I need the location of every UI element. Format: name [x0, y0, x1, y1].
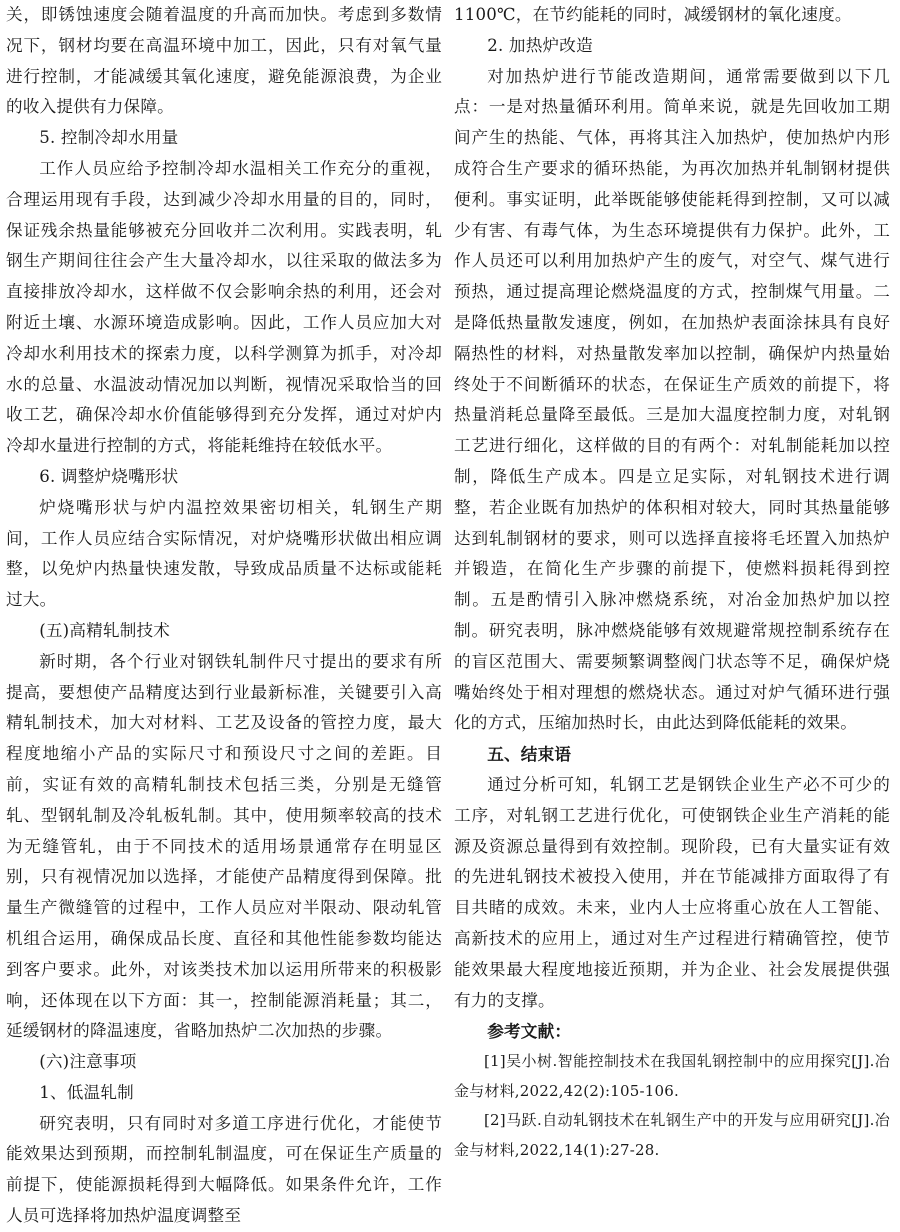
paragraph: 工作人员应给予控制冷却水温相关工作充分的重视，合理运用现有手段，达到减少冷却水用量的目的，同时，保证残余热量能够被充分回收并二次利用。实践表明，轧钢生产期间往往会产生大量冷却水，以往采取的做法多为直接排放冷却水，这样做不仅会影响余热的利用，还会对附近土壤、水源环境造成影响。因此，工作人员应加大对冷却水利用技术的探索力度，以科学测算为抓手，对冷却水的总量、水温波动情况加以判断，视情况采取恰当的回收工艺，确保冷却水价值能够得到充分发挥，通过对炉内冷却水量进行控制的方式，将能耗维持在较低水平。	[6, 158, 442, 456]
section-heading: 五、结束语	[487, 744, 572, 765]
left-column	[6, 0, 442, 1226]
section-heading: (五)高精轧制技术	[39, 620, 171, 640]
section-heading: 6. 调整炉烧嘴形状	[39, 466, 179, 486]
continued-paragraph: 1100℃，在节约能耗的同时，减缓钢材的氧化速度。	[454, 5, 852, 24]
reference-entry: [1]吴小树.智能控制技术在我国轧钢控制中的应用探究[J].冶金与材料,2022,42(2):105-106.	[454, 1052, 890, 1100]
paragraph: 研究表明，只有同时对多道工序进行优化，才能使节能效果达到预期，而控制轧制温度，可在保证生产质量的前提下，使能源损耗得到大幅降低。如果条件允许，工作人员可选择将加热炉温度调整至	[6, 1113, 442, 1226]
section-heading: (六)注意事项	[39, 1052, 137, 1072]
reference-entry: [2]马跃.自动轧钢技术在轧钢生产中的开发与应用研究[J].冶金与材料,2022,14(1):27-28.	[454, 1111, 890, 1159]
section-heading: 2. 加热炉改造	[487, 35, 593, 55]
paragraph: 炉烧嘴形状与炉内温控效果密切相关，轧钢生产期间，工作人员应结合实际情况，对炉烧嘴形状做出相应调整，以免炉内热量快速发散，导致成品质量不达标或能耗过大。	[6, 497, 442, 610]
paragraph: 新时期，各个行业对钢铁轧制件尺寸提出的要求有所提高，要想使产品精度达到行业最新标准，关键要引入高精轧制技术，加大对材料、工艺及设备的管控力度，最大程度地缩小产品的实际尺寸和预设尺寸之间的差距。目前，实证有效的高精轧制技术包括三类，分别是无缝管轧、型钢轧制及冷轧板轧制。其中，使用频率较高的技术为无缝管轧，由于不同技术的适用场景通常存在明显区别，只有视情况加以选择，才能使产品精度得到保障。批量生产微缝管的过程中，工作人员应对半限动、限动轧管机组合运用，确保成品长度、直径和其他性能参数均能达到客户要求。此外，对该类技术加以运用所带来的积极影响，还体现在以下方面：其一，控制能源消耗量；其二，延缓钢材的降温速度，省略加热炉二次加热的步骤。	[6, 651, 442, 1041]
section-heading: 参考文献：	[487, 1021, 572, 1042]
continued-paragraph: 关，即锈蚀速度会随着温度的升高而加快。考虑到多数情况下，钢材均要在高温环境中加工，因此，只有对氧气量进行控制，才能减缓其氧化速度，避免能源浪费，为企业的收入提供有力保障。	[6, 5, 442, 117]
section-heading: 1、低温轧制	[39, 1082, 134, 1102]
right-column	[454, 0, 890, 1218]
paragraph: 通过分析可知，轧钢工艺是钢铁企业生产必不可少的工序，对轧钢工艺进行优化，可使钢铁企业生产消耗的能源及资源总量得到有效控制。现阶段，已有大量实证有效的先进轧钢技术被投入使用，并在节能减排方面取得了有目共睹的成效。未来，业内人士应将重心放在人工智能、高新技术的应用上，通过对生产过程进行精确管控，使节能效果最大程度地接近预期，并为企业、社会发展提供强有力的支撑。	[454, 774, 890, 1010]
section-heading: 5. 控制冷却水用量	[39, 128, 179, 148]
paragraph: 对加热炉进行节能改造期间，通常需要做到以下几点：一是对热量循环利用。简单来说，就是先回收加工期间产生的热能、气体，再将其注入加热炉，使加热炉内形成符合生产要求的循环热能，为再次加热并轧制钢材提供便利。事实证明，此举既能够使能耗得到控制，又可以减少有害、有毒气体，为生态环境提供有力保护。此外，工作人员还可以利用加热炉产生的废气，对空气、煤气进行预热，通过提高理论燃烧温度的方式，控制煤气用量。二是降低热量散发速度，例如，在加热炉表面涂抹具有良好隔热性的材料，对热量散发率加以控制，确保炉内热量始终处于不间断循环的状态，在保证生产质效的前提下，将热量消耗总量降至最低。三是加大温度控制力度，对轧钢工艺进行细化，这样做的目的有两个：对轧制能耗加以控制，降低生产成本。四是立足实际，对轧钢技术进行调整，若企业既有加热炉的体积相对较大，同时其热量能够达到轧制钢材的要求，则可以选择直接将毛坯置入加热炉并锻造，在简化生产步骤的前提下，使燃料损耗得到控制。五是酌情引入脉冲燃烧系统，对冶金加热炉加以控制。研究表明，脉冲燃烧能够有效规避常规控制系统存在的盲区范围大、需要频繁调整阀门状态等不足，确保炉烧嘴始终处于相对理想的燃烧状态。通过对炉气循环进行强化的方式，压缩加热时长，由此达到降低能耗的效果。	[454, 66, 890, 733]
